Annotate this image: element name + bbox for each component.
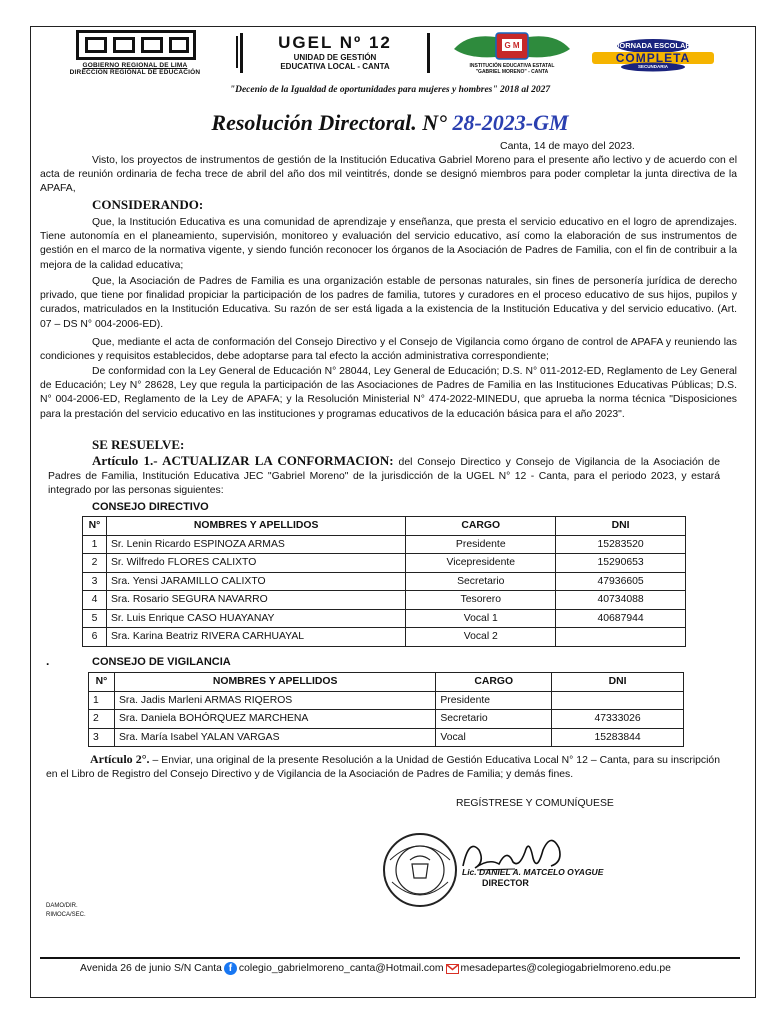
divider [236, 36, 238, 68]
row-dni [556, 628, 686, 647]
row-cargo: Vocal 1 [406, 609, 556, 628]
row-cargo: Secretario [406, 572, 556, 591]
jec-bottom-text: SECUNDARIA [637, 64, 668, 69]
header-dni: DNI [552, 673, 684, 692]
table-row [83, 554, 686, 573]
table-row [83, 591, 686, 610]
resolution-date: Canta, 14 de mayo del 2023. [500, 140, 635, 152]
director-role: DIRECTOR [482, 878, 529, 888]
ugel-title: UGEL Nº 12 [278, 33, 392, 52]
table-header-row [89, 673, 684, 692]
reference-initials-2: RIMOCA/SEC. [46, 912, 86, 918]
row-cargo: Vocal 2 [406, 628, 556, 647]
ugel-logo [240, 33, 430, 73]
row-dni [552, 691, 684, 710]
row-name: Sra. Karina Beatriz RIVERA CARHUAYAL [106, 628, 405, 647]
consejo-vigilancia-heading: CONSEJO DE VIGILANCIA [92, 656, 231, 668]
row-dni: 15290653 [556, 554, 686, 573]
considerando-paragraph-3: Que, mediante el acta de conformación del Consejo Directivo y el Consejo de Vigilancia como órgano de control de APAFA y reuniendo las condiciones y requisitos establecidos, debe adoptarse para tal efecto la acción administrativa correspondiente; [40, 337, 737, 363]
footer-email-2[interactable]: mesadepartes@colegiogabrielmoreno.edu.pe [460, 963, 671, 974]
table-row [89, 728, 684, 747]
header-names: NOMBRES Y APELLIDOS [114, 673, 435, 692]
row-dni: 15283844 [552, 728, 684, 747]
considerando-paragraph-2: Que, la Asociación de Padres de Familia es una organización estable de personas naturales, sin fines de personería jurídica de derecho privado, que tiene por finalidad propiciar la participación de los padres de familia, tutores y curadores en el proceso educativo de sus hijos, pupilos y curados, matriculados en la Institución Educativa. Su razón de ser está ligada a la existencia de la Institución Educativa y del servicio educativo. (Art. 07 – DS N° 004-2006-ED). [40, 276, 737, 330]
table-row [83, 572, 686, 591]
row-dni: 47333026 [552, 710, 684, 729]
considerando-paragraph-4: De conformidad con la Ley General de Educación N° 28044, Ley General de Educación; D.S. N° 011-2012-ED, Reglamento de Ley General de Educación; Ley N° 28628, Ley que regula la participación de las Asociaciones de Padres de Familia en las Instituciones Educativas Públicas; D.S. N° 004-2006-ED, Reglamento de la Ley de APAFA; y la Resolución Ministerial N° 474-2022-MINEDU, que aprueba la norma técnica "Disposiciones para la prestación del servicio educativo en las instituciones y programas educativos de la educación básica para el año 2023". [40, 366, 737, 420]
school-caption-2: "GABRIEL MORENO" - CANTA [475, 69, 549, 75]
row-number: 2 [83, 554, 107, 573]
header-number: N° [83, 517, 107, 536]
articulo-2-label: Artículo 2°. [90, 752, 150, 766]
row-name: Sr. Luis Enrique CASO HUAYANAY [106, 609, 405, 628]
row-dni: 40734088 [556, 591, 686, 610]
registrese-line: REGÍSTRESE Y COMUNÍQUESE [456, 798, 614, 809]
consejo-directivo-heading: CONSEJO DIRECTIVO [92, 501, 209, 513]
table-row [89, 691, 684, 710]
header-dni: DNI [556, 517, 686, 536]
regional-caption-1: GOBIERNO REGIONAL DE LIMA [82, 62, 188, 69]
header-number: N° [89, 673, 115, 692]
ugel-subtitle-2: EDUCATIVA LOCAL - CANTA [280, 62, 390, 71]
row-name: Sr. Wilfredo FLORES CALIXTO [106, 554, 405, 573]
consejo-directivo-table [82, 516, 686, 647]
articulo-1-label: Artículo 1.- ACTUALIZAR LA CONFORMACION: [92, 453, 394, 468]
articulo-2 [46, 752, 720, 782]
header-cargo: CARGO [406, 517, 556, 536]
divider [428, 36, 430, 68]
resolution-title-prefix: Resolución Directoral. N° [211, 110, 447, 135]
row-name: Sra. Rosario SEGURA NAVARRO [106, 591, 405, 610]
school-crest-logo [448, 31, 576, 75]
row-number: 6 [83, 628, 107, 647]
svg-text:G M: G M [504, 41, 520, 50]
jec-main-text: COMPLETA [615, 51, 691, 65]
resolution-number: 28-2023-GM [452, 110, 569, 135]
row-number: 1 [83, 535, 107, 554]
table-row [89, 710, 684, 729]
visto-paragraph: Visto, los proyectos de instrumentos de gestión de la Institución Educativa Gabriel Moreno para el presente año lectivo y de acuerdo con el acta de reunión ordinaria de fecha trece de abril del año dos mil veintitrés, donde se designó miembros para poder completar la junta directiva de la APAFA, [40, 155, 737, 195]
director-seal [380, 830, 460, 910]
row-number: 4 [83, 591, 107, 610]
considerando-paragraph-1: Que, la Institución Educativa es una comunidad de aprendizaje y enseñanza, que presta el servicio educativo en el logro de aprendizajes. Tiene autonomía en el planeamiento, supervisión, monitoreo y evaluación del servicio educativo, así como la elaboración de sus instrumentos de gestión en el marco de la normativa vigente, y siendo función reconocer los órganos de la Asociación de Padres de Familia, con el fin de contribuir a la mejora de la calidad educativa; [40, 217, 737, 271]
row-number: 5 [83, 609, 107, 628]
row-name: Sra. Jadis Marleni ARMAS RIQEROS [114, 691, 435, 710]
header-names: NOMBRES Y APELLIDOS [106, 517, 405, 536]
considerando-heading: CONSIDERANDO: [92, 197, 204, 212]
regional-government-logo [40, 30, 230, 74]
school-caption-1: INSTITUCIÓN EDUCATIVA ESTATAL [469, 63, 555, 69]
row-number: 3 [89, 728, 115, 747]
row-name: Sr. Lenin Ricardo ESPINOZA ARMAS [106, 535, 405, 554]
row-cargo: Tesorero [406, 591, 556, 610]
table-row [83, 535, 686, 554]
row-dni: 47936605 [556, 572, 686, 591]
articulo-1-text: del Consejo Directico y Consejo de Vigilancia de la Asociación de Padres de Familia, Institución Educativa JEC "Gabriel Moreno" de la jurisdicción de la UGEL N° 12 - Canta, para el periodo 2023, y estará integrado por las personas siguientes: [48, 457, 720, 497]
decenio-slogan: "Decenio de la Igualdad de oportunidades para mujeres y hombres" 2018 al 2027 [229, 85, 551, 95]
director-name: Lic. DANIEL A. MATCELO OYAGUE [462, 867, 604, 877]
facebook-icon: f [224, 962, 237, 975]
row-cargo: Presidente [436, 691, 552, 710]
gmail-icon [446, 964, 459, 974]
consejo-vigilancia-table [88, 672, 684, 747]
row-name: Sra. Daniela BOHÓRQUEZ MARCHENA [114, 710, 435, 729]
footer-divider [40, 957, 740, 959]
ugel-subtitle-1: UNIDAD DE GESTIÓN [293, 53, 377, 62]
footer-email-1[interactable]: colegio_gabrielmoreno_canta@Hotmail.com [238, 963, 444, 974]
table-row [83, 609, 686, 628]
jec-top-text: JORNADA ESCOLAR [615, 41, 691, 50]
row-cargo: Secretario [436, 710, 552, 729]
articulo-2-text: – Enviar, una original de la presente Resolución a la Unidad de Gestión Educativa Local N° 12 – Canta, para su inscripción en el Libro de Registro del Consejo Directivo y de Vigilancia de la Asociación de Padres de Familia; y demás fines. [46, 755, 720, 781]
footer [80, 962, 671, 975]
jec-logo [588, 38, 718, 72]
reference-initials-1: DAMO/DIR. [46, 903, 78, 909]
row-cargo: Presidente [406, 535, 556, 554]
table-row [83, 628, 686, 647]
row-cargo: Vocal [436, 728, 552, 747]
row-dni: 40687944 [556, 609, 686, 628]
header-cargo: CARGO [436, 673, 552, 692]
resolution-title [40, 110, 740, 136]
row-dni: 15283520 [556, 535, 686, 554]
footer-address: Avenida 26 de junio S/N Canta [80, 963, 222, 974]
row-cargo: Vicepresidente [406, 554, 556, 573]
bullet: . [46, 654, 50, 668]
se-resuelve-heading: SE RESUELVE: [92, 437, 185, 452]
regional-caption-2: DIRECCIÓN REGIONAL DE EDUCACIÓN [69, 69, 201, 76]
row-name: Sra. María Isabel YALAN VARGAS [114, 728, 435, 747]
table-header-row [83, 517, 686, 536]
row-name: Sra. Yensi JARAMILLO CALIXTO [106, 572, 405, 591]
row-number: 1 [89, 691, 115, 710]
articulo-1 [48, 454, 720, 499]
row-number: 2 [89, 710, 115, 729]
row-number: 3 [83, 572, 107, 591]
